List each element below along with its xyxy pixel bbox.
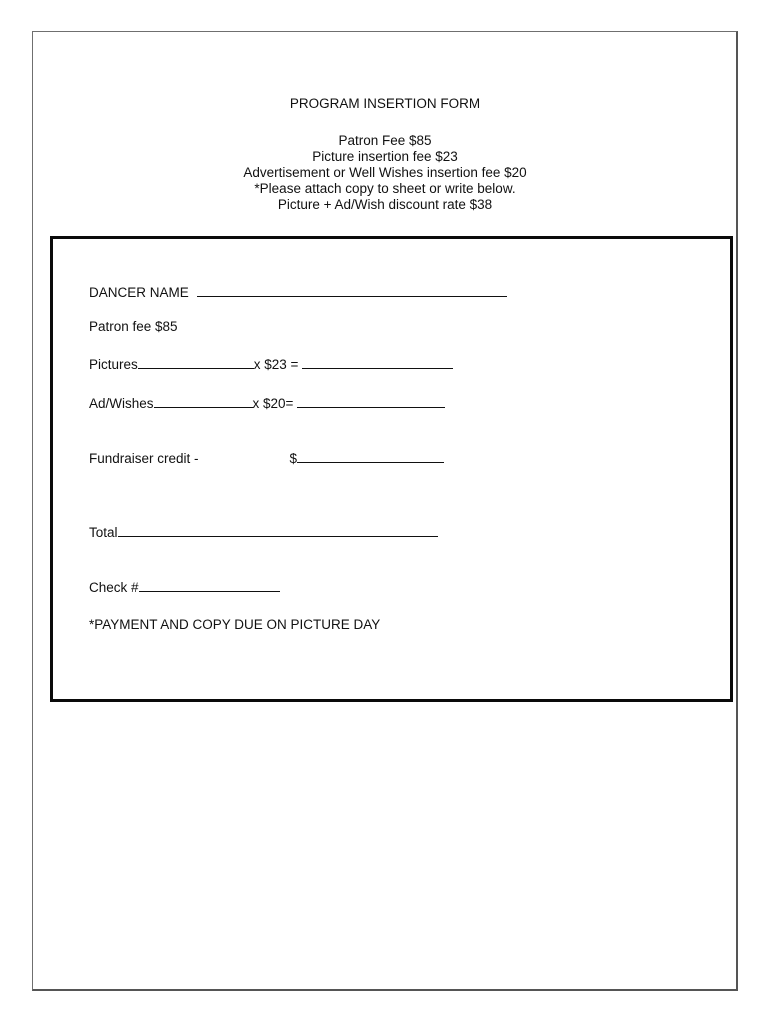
pictures-row: [89, 356, 453, 373]
ad-wishes-multiplier: x $20=: [252, 396, 294, 411]
fundraiser-currency: $: [289, 451, 298, 466]
dancer-name-row: [89, 284, 507, 301]
footer-note: *PAYMENT AND COPY DUE ON PICTURE DAY: [89, 617, 381, 632]
form-title: PROGRAM INSERTION FORM: [289, 96, 481, 111]
total-label: Total: [89, 525, 118, 540]
check-number-field[interactable]: [139, 579, 280, 592]
patron-fee-row: [89, 319, 178, 335]
pictures-label: Pictures: [89, 357, 138, 372]
fee-schedule: [0, 133, 770, 213]
ad-wishes-row: [89, 395, 445, 412]
fee-line-discount: Picture + Ad/Wish discount rate $38: [277, 197, 493, 212]
total-field[interactable]: [118, 524, 438, 537]
fee-line-attach-note: *Please attach copy to sheet or write below.: [254, 181, 516, 196]
ad-wishes-quantity-field[interactable]: [154, 395, 253, 408]
fee-line-advertisement: Advertisement or Well Wishes insertion fee $20: [243, 165, 527, 180]
check-label: Check #: [89, 580, 139, 595]
fundraiser-label: Fundraiser credit -: [89, 451, 199, 466]
check-row: [89, 579, 280, 596]
fee-line-patron: Patron Fee $85: [338, 133, 432, 148]
pictures-multiplier: x $23 =: [253, 357, 299, 372]
pictures-quantity-field[interactable]: [138, 356, 254, 369]
total-row: [89, 524, 438, 541]
fundraiser-row: [89, 450, 444, 467]
pictures-total-field[interactable]: [302, 356, 453, 369]
fee-line-picture: Picture insertion fee $23: [312, 149, 458, 164]
fundraiser-amount-field[interactable]: [297, 450, 444, 463]
dancer-name-field[interactable]: [197, 284, 507, 297]
dancer-name-label: DANCER NAME: [89, 285, 189, 300]
ad-wishes-label: Ad/Wishes: [89, 396, 154, 411]
patron-fee-label: Patron fee $85: [89, 319, 178, 334]
ad-wishes-total-field[interactable]: [297, 395, 445, 408]
